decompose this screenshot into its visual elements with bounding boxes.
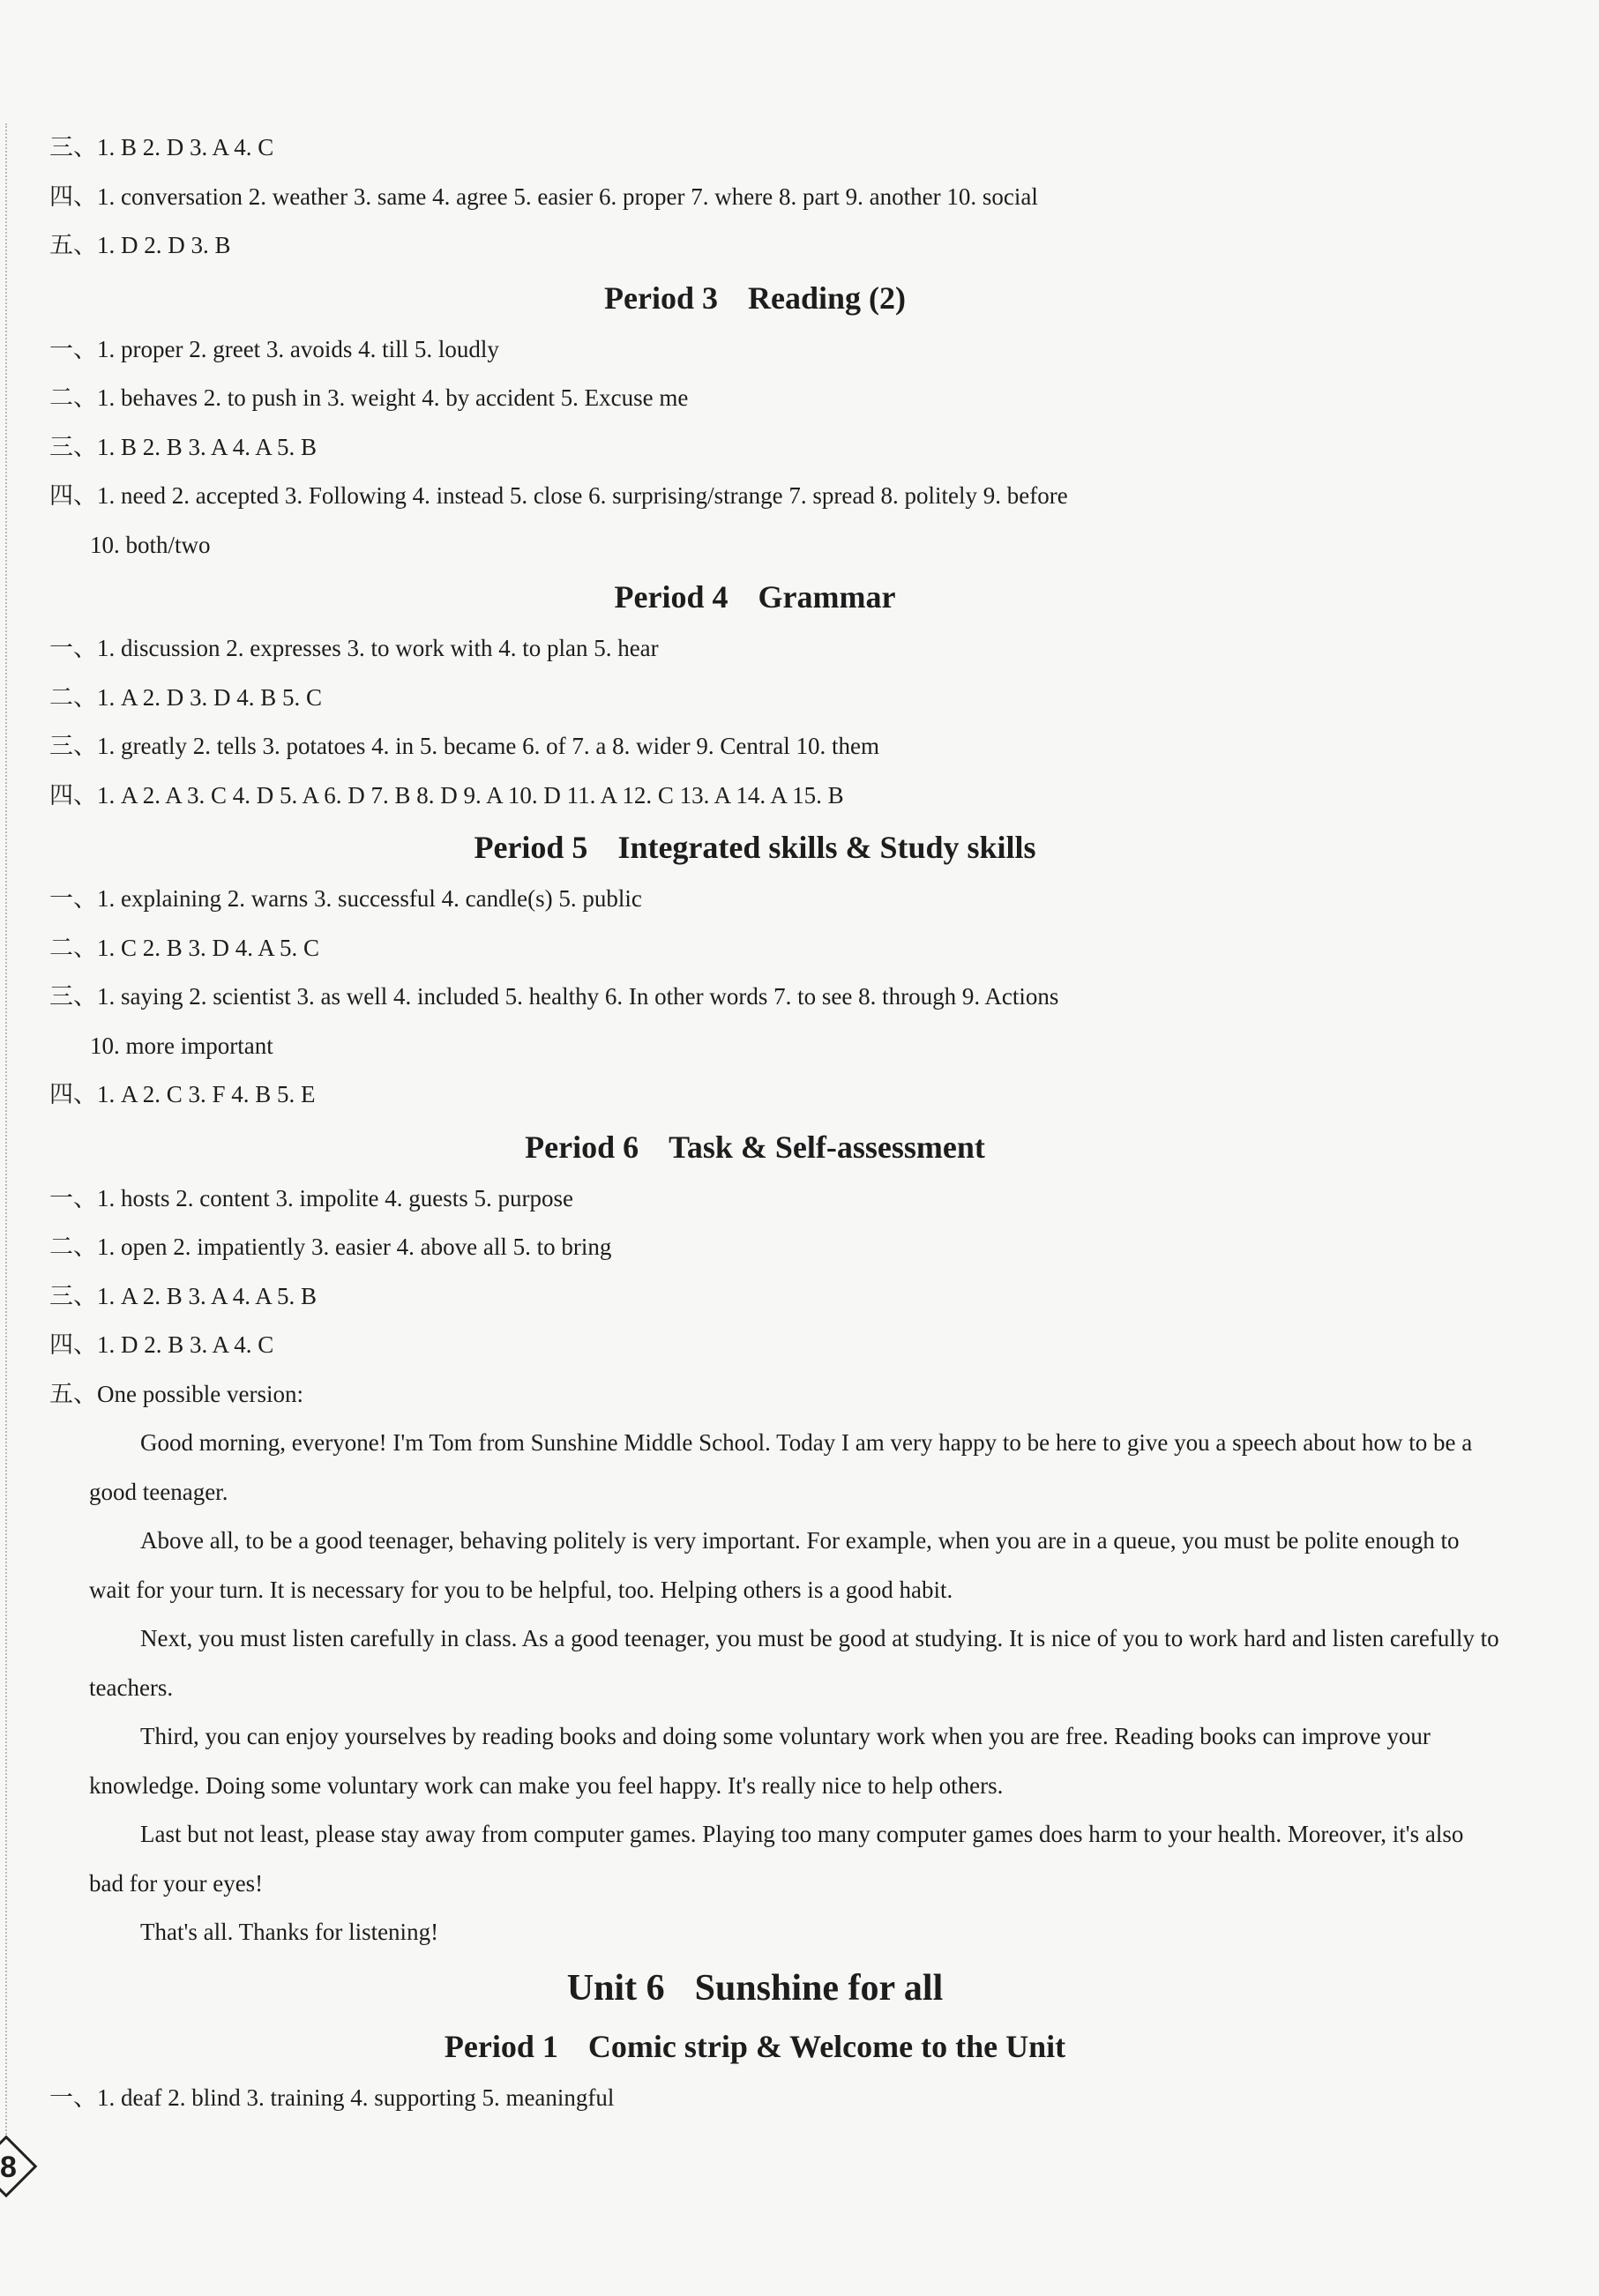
answer-line: 一、1. explaining 2. warns 3. successful 4. candle(s) 5. public [49, 885, 642, 912]
answer-line: 四、1. A 2. A 3. C 4. D 5. A 6. D 7. B 8. D 9. A 10. D 11. A 12. C 13. A 14. A 15. B [49, 781, 844, 809]
answer-line: 一、1. discussion 2. expresses 3. to work with 4. to plan 5. hear [49, 635, 659, 661]
answer-line: 三、1. B 2. B 3. A 4. A 5. B [49, 433, 318, 460]
answer-line: 四、1. A 2. C 3. F 4. B 5. E [49, 1081, 316, 1107]
period-heading: Period 3 Reading (2) [604, 280, 906, 316]
period-heading: Period 1 Comic strip & Welcome to the Unit [444, 2028, 1066, 2064]
answer-line: 二、1. behaves 2. to push in 3. weight 4. by accident 5. Excuse me [49, 384, 689, 411]
page-number: 8 [0, 2151, 17, 2184]
answer-line: 四、1. D 2. B 3. A 4. C [49, 1331, 274, 1358]
answer-line: 四、1. need 2. accepted 3. Following 4. instead 5. close 6. surprising/strange 7. spread 8. politely 9. before [49, 482, 1068, 509]
period-heading: Period 5 Integrated skills & Study skills [474, 830, 1036, 865]
answer-line-continued: 10. both/two [90, 531, 211, 558]
answer-line: 一、1. hosts 2. content 3. impolite 4. guests 5. purpose [49, 1184, 573, 1211]
period-heading: Period 6 Task & Self-assessment [525, 1129, 985, 1165]
answer-line: 三、1. greatly 2. tells 3. potatoes 4. in 5. became 6. of 7. a 8. wider 9. Central 10. them [49, 733, 880, 759]
margin-dotted-rule [5, 123, 7, 2169]
answer-line: 五、One possible version: [49, 1380, 303, 1407]
answer-line: 一、1. deaf 2. blind 3. training 4. supporting 5. meaningful [49, 2084, 615, 2111]
period-heading: Period 4 Grammar [614, 579, 896, 615]
answer-key-content [49, 123, 1499, 2122]
answer-line: 二、1. A 2. D 3. D 4. B 5. C [49, 683, 323, 711]
essay-paragraph: Last but not least, please stay away from computer games. Playing too many computer games does harm to your health. Moreover, it's also bad for your eyes! [89, 1821, 1464, 1897]
answer-line: 一、1. proper 2. greet 3. avoids 4. till 5. loudly [49, 335, 499, 362]
answer-line-continued: 10. more important [90, 1032, 273, 1059]
essay-paragraph: Next, you must listen carefully in class. As a good teenager, you must be good at studying. It is nice of you to work hard and listen carefully to teachers. [89, 1625, 1499, 1701]
answer-line: 五、1. D 2. D 3. B [49, 232, 231, 258]
answer-line: 二、1. C 2. B 3. D 4. A 5. C [49, 934, 320, 961]
unit-heading: Unit 6 Sunshine for all [566, 1967, 944, 2009]
essay-paragraph: That's all. Thanks for listening! [140, 1919, 439, 1945]
answer-line: 四、1. conversation 2. weather 3. same 4. agree 5. easier 6. proper 7. where 8. part 9. another 10. social [49, 183, 1038, 210]
answer-line: 三、1. A 2. B 3. A 4. A 5. B [49, 1282, 318, 1309]
answer-line: 三、1. B 2. D 3. A 4. C [49, 134, 274, 160]
essay-paragraph: Third, you can enjoy yourselves by reading books and doing some voluntary work when you are free. Reading books can improve your knowledge. Doing some voluntary work can make you feel happy. It's really nice to help others. [89, 1723, 1431, 1799]
answer-line: 二、1. open 2. impatiently 3. easier 4. above all 5. to bring [49, 1234, 612, 1260]
essay-paragraph: Good morning, everyone! I'm Tom from Sunshine Middle School. Today I am very happy to be here to give you a speech about how to be a good teenager. [89, 1429, 1473, 1505]
essay-paragraph: Above all, to be a good teenager, behaving politely is very important. For example, when you are in a queue, you must be polite enough to wait for your turn. It is necessary for you to be helpful, too. Helping others is a good habit. [89, 1527, 1460, 1603]
answer-line: 三、1. saying 2. scientist 3. as well 4. included 5. healthy 6. In other words 7. to see 8. through 9. Actions [49, 983, 1059, 1010]
